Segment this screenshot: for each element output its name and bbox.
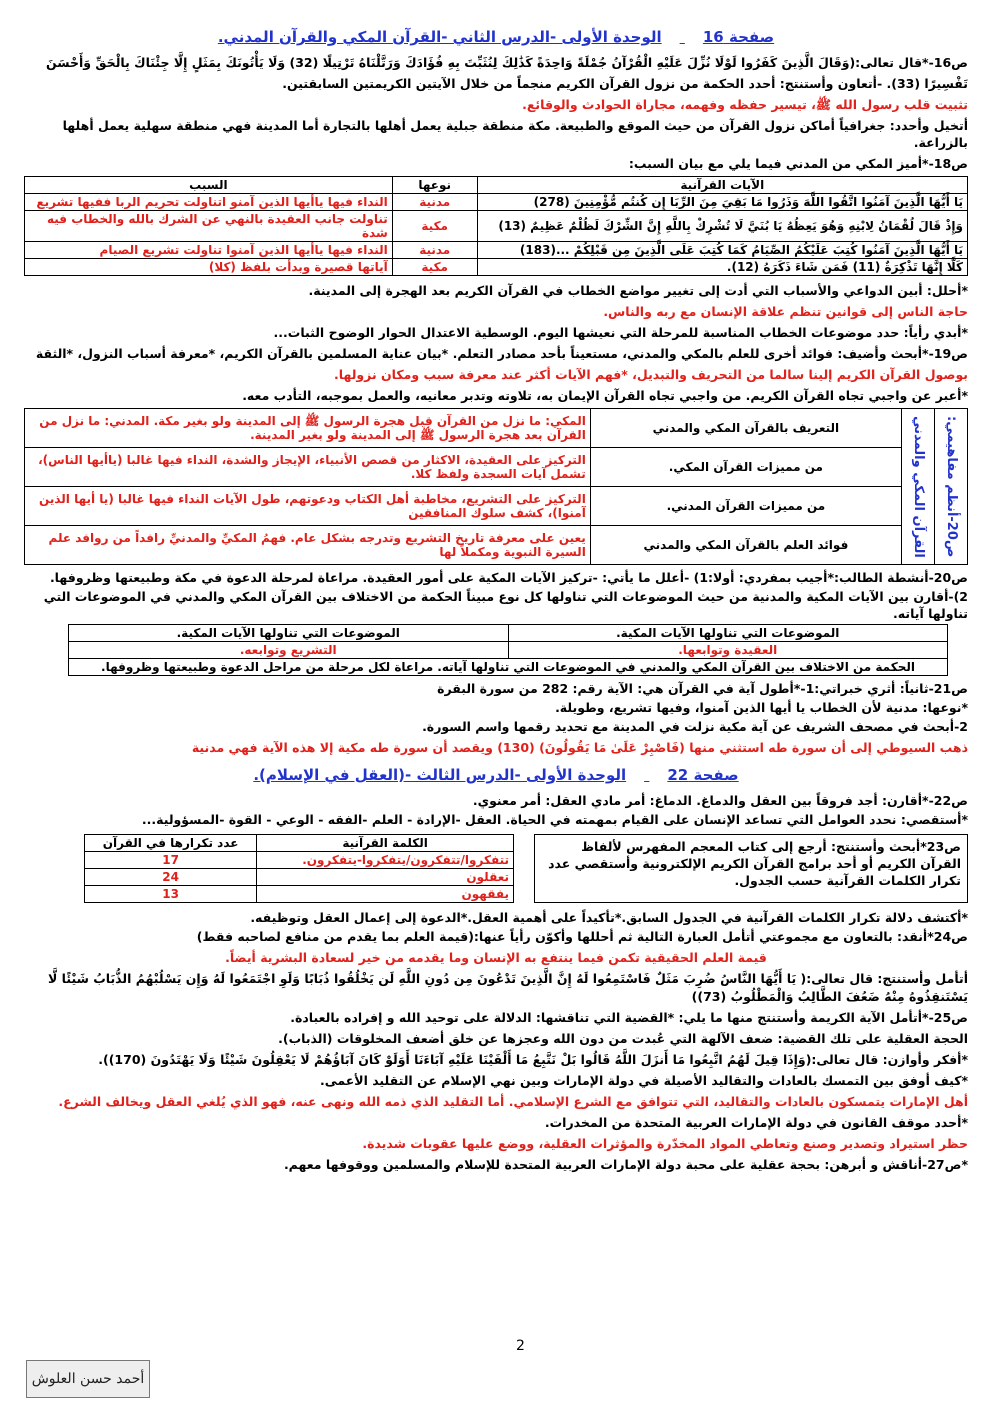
table-row [25,242,968,259]
text-line: *أفكر وأوازن: قال تعالى:(وَإِذَا قِيلَ لَهُمُ اتَّبِعُوا مَا أَنزَلَ اللَّهُ قَالُوا بَلْ نَتَّبِعُ مَا أَلْفَيْنَا عَلَيْهِ آبَاءَنَا أَوَلَوْ كَانَ آبَاؤُهُمْ لَا يَعْقِلُونَ شَيْئًا وَلَا يَهْتَدُونَ (170)). [98,1052,968,1067]
word-count-section [24,834,968,903]
table-row [25,448,968,487]
text-line: ص24*أنقد: بالتعاون مع مجموعتي أتأمل العبارة التالية ثم أحللها وأكوّن رأياً عنها:(قيمة العلم بما يقدم من منافع لصاحبه فقط) [196,929,968,944]
concept-cell: من مميزات القرآن المكي. [590,448,901,487]
table-row [85,852,514,869]
reason-cell: آياتها قصيرة وبدأت بلفظ (كلا) [25,259,393,276]
col-header: الموضوعات التي تناولها الآيات المكية. [508,625,948,642]
unit-header-1 [24,28,968,46]
table-row [85,869,514,886]
text-line: ص20-أنشطة الطالب:*أجيب بمفردي: أولا:1) -أعلل ما يأتي: -تركيز الآيات المكية على أمور العقيدة. مراعاة لمرحلة الدعوة في مكة وطبيعتها وظروفها. [49,570,968,585]
col-header: الكلمة القرآنية [257,835,514,852]
text-line: يَسْتَنقِذُوهُ مِنْهُ ضَعُفَ الطَّالِبُ وَالْمَطْلُوبُ (73)) [691,989,968,1004]
text-line: أتأمل وأستنتج: قال تعالى:( يَا أَيُّهَا النَّاسُ ضُرِبَ مَثَلٌ فَاسْتَمِعُوا لَهُ إِنَّ الَّذِينَ تَدْعُونَ مِن دُونِ اللَّهِ لَن يَخْلُقُوا ذُبَابًا وَلَوِ اجْتَمَعُوا لَهُ وَإِن يَسْلُبْهُمُ الذُّبَابُ شَيْئًا لَّا [48,971,968,986]
reason-cell: تناولت جانب العقيدة بالنهي عن الشرك بالله والخطاب فيه شدة [25,211,393,242]
answer-line: بوصول القرآن الكريم إلينا سالما من التحريف والتبديل، *فهم الآيات أكثر عند معرفة سبب ومكان نزولها. [334,367,968,382]
count-cell: 24 [85,869,257,886]
word-count-table [84,834,514,903]
type-cell: مكية [392,211,477,242]
text-line: ص18-*أميز المكي من المدني فيما يلي مع بيان السبب: [628,156,968,171]
table-row [25,409,968,448]
text-line: 2-أبحث في مصحف الشريف عن آية مكية نزلت في المدينة مع تحديد رقمها واسم السورة. [422,719,968,734]
table-row [69,642,948,659]
table-row [69,659,948,676]
table-row [25,487,968,526]
answer-line: حظر استيراد وتصدير وصنع وتعاطي المواد المخدّرة والمؤثرات العقلية، ووضع عليها عقوبات شديدة. [362,1136,968,1151]
header-title: الوحدة الأولى -الدرس الثالث -(العقل في الإسلام). [253,766,627,784]
verse-cell: وَإِذْ قَالَ لُقْمَانُ لِابْنِهِ وَهُوَ يَعِظُهُ يَا بُنَيَّ لَا تُشْرِكْ بِاللَّهِ إِنَّ الشِّرْكَ لَظُلْمٌ عَظِيمٌ (13) [477,211,967,242]
text-line: *أبدي رأياً: حدد موضوعات الخطاب المناسبة للمرحلة التي نعيشها اليوم. الوسطية الاعتدال الحوار الوضوح الثبات... [273,325,968,340]
text-line: *أحلل: أبين الدواعي والأسباب التي أدت إلى تغيير مواضع الخطاب في القرآن الكريم بعد الهجرة إلى المدينة. [308,283,968,298]
text-line: *أعبر عن واجبي تجاه القرآن الكريم. من واجبي تجاه القرآن الإيمان به، تلاوته وتدبر معانيه، والعمل بموجبه، التأدب معه. [242,388,968,403]
answer-line: ذهب السيوطي إلى أن سورة طه استثني منها (فَاصْبِرْ عَلَىٰ مَا يَقُولُونَ) (130) ويقصد أن سورة طه مكية إلا هذه الآية فهي مدنية [191,740,968,755]
organizer-title: ص20-أنظم مفاهيمي: [935,409,968,565]
table-row [25,526,968,565]
concept-cell: فوائد العلم بالقرآن المكي والمدني [590,526,901,565]
header-page-ref: صفحة 16 [702,28,775,46]
type-cell: مكية [392,259,477,276]
header-title: الوحدة الأولى -الدرس الثاني -القرآن المكي والقرآن المدني. [217,28,662,46]
meccan-medinan-table [24,176,968,276]
col-header: نوعها [392,177,477,194]
text-line: *أستقصي: نحدد العوامل التي تساعد الإنسان على القيام بمهمته في الحياة. العقل -الإرادة - العلم -الفقه - الوعي - القوة -المسؤولية... [141,812,968,827]
topics-comparison-table [68,624,948,676]
text-line: ص19-*أبحث وأضيف: فوائد أخرى للعلم بالمكي والمدني، مستعيناً بأحد مصادر التعلم. *بيان عناية المسلمين بالقرآن الكريم، *معرفة أسباب النزول، *الثقة [35,346,968,361]
verse-cell: كَلَّا إِنَّهَا تَذْكِرَةٌ (11) فَمَن شَاءَ ذَكَرَهُ (12). [477,259,967,276]
word-cell: تعقلون [257,869,514,886]
verse-cell: يَا أَيُّهَا الَّذِينَ آمَنُوا كُتِبَ عَلَيْكُمُ الصِّيَامُ كَمَا كُتِبَ عَلَى الَّذِينَ مِن قَبْلِكُمْ ...(183) [477,242,967,259]
answer-line: حاجة الناس إلى قوانين تنظم علاقة الإنسان مع ربه والناس. [603,304,968,319]
text-line: 2)-أقارن بين الآيات المكية والمدنية من حيث الموضوعات التي تناولها كل نوع مبيناً الحكمة من الاختلاف بين القرآن المكي والمدني في الموضوعات التي تناولها آياته. [43,589,968,621]
text-line: *كيف أوفق بين التمسك بالعادات والتقاليد الأصيلة في دولة الإمارات وبين نهي الإسلام عن التقليد الأعمى. [319,1073,968,1088]
count-cell: 17 [85,852,257,869]
answer-cell: يعين على معرفة تاريخ التشريع وتدرجه بشكل عام. فهمُ المكيِّ والمدنيِّ رافداً من روافد علم السيرة النبوية ومكملاً لها [25,526,591,565]
text-line: *أكتشف دلالة تكرار الكلمات القرآنية في الجدول السابق.*تأكيداً على أهمية العقل.*الدعوة إلى إعمال العقل وتوظيفه. [250,910,968,925]
text-line: *أحدد موقف القانون في دولة الإمارات العربية المتحدة من المخدرات. [544,1115,968,1130]
answer-cell: العقيدة وتوابعها. [508,642,948,659]
wisdom-cell: الحكمة من الاختلاف بين القرآن المكي والمدني في الموضوعات التي تناولها آياته. مراعاة لكل مرحلة من مراحل الدعوة وطبيعتها وظروفها. [69,659,948,676]
col-header: السبب [25,177,393,194]
organizer-subtitle: القرآن المكي والمدني [902,409,935,565]
reason-cell: النداء فيها ياأيها الذين آمنو اتناولت تحريم الربا ففيها تشريع [25,194,393,211]
text-line: ص25-*أتأمل الآية الكريمة وأستنتج منها ما يلي: *القضية التي تناقشها: الدلالة على توحيد الله و إفراده بالعبادة. [290,1010,968,1025]
type-cell: مدنية [392,242,477,259]
worksheet-page [24,24,968,1177]
header-page-ref: صفحة 22 [667,766,739,784]
text-line: ص16-*قال تعالى:(وَقَالَ الَّذِينَ كَفَرُوا لَوْلَا نُزِّلَ عَلَيْهِ الْقُرْآنُ جُمْلَةً وَاحِدَةً كَذَٰلِكَ لِنُثَبِّتَ بِهِ فُؤَادَكَ وَرَتَّلْنَاهُ تَرْتِيلًا (32) وَلَا يَأْتُونَكَ بِمَثَلٍ إِلَّا جِئْنَاكَ بِالْحَقِّ وَأَحْسَنَ [46,55,968,70]
word-cell: تتفكروا/تتفكرون/يتفكروا-يتفكرون. [257,852,514,869]
text-line: *نوعها: مدنية لأن الخطاب يا أيها الذين آمنوا، وفيها تشريع، وطويلة. [555,700,968,715]
table-row [25,194,968,211]
answer-line: تثبيت قلب رسول الله ﷺ، تيسير حفظه وفهمه، مجاراة الحوادث والوقائع. [522,97,968,112]
text-line: ص22-*أقارن: أجد فروقاً بين العقل والدماغ. الدماغ: أمر مادي العقل: أمر معنوي. [472,793,968,808]
reason-cell: النداء فيها ياأيها الذين آمنوا تناولت تشريع الصيام [25,242,393,259]
answer-cell: التركيز على التشريع، مخاطبة أهل الكتاب ودعوتهم، طول الآيات النداء فيها غالبا (يا أيها الذين آمنوا)، كشف سلوك المنافقين [25,487,591,526]
answer-cell: التشريع وتوابعه. [69,642,509,659]
count-cell: 13 [85,886,257,903]
verse-cell: يَا أَيُّهَا الَّذِينَ آمَنُوا اتَّقُوا اللَّهَ وَذَرُوا مَا بَقِيَ مِنَ الرِّبَا إِن كُنتُم مُّؤْمِنِينَ (278) [477,194,967,211]
col-header: الآيات القرآنية [477,177,967,194]
unit-header-2 [24,766,968,784]
col-header: الموضوعات التي تناولها الآيات المكية. [69,625,509,642]
text-line: *ص27-أناقش و أبرهن: بحجة عقلية على محبة دولة الإمارات العربية المتحدة للإسلام والمسلمين ووقوفها معهم. [283,1157,968,1172]
table-row [25,211,968,242]
answer-cell: التركيز على العقيدة، الاكثار من قصص الأنبياء، الإيجاز والشدة، النداء فيها غالبا (ياأيها الناس)، تشمل آيات السجدة ولفظ كلا. [25,448,591,487]
answer-line: قيمة العلم الحقيقية تكمن فيما ينتفع به الإنسان وما يقدمه من خير لسعادة البشرية أيضاً. [225,950,767,965]
answer-cell: المكي: ما نزل من القرآن قبل هجرة الرسول ﷺ إلى المدينة ولو بغير مكة. المدني: ما نزل من القرآن بعد هجرة الرسول ﷺ إلى المدينة ولو بغير المدينة. [25,409,591,448]
word-count-instruction: ص23*أبحث وأستنتج: أرجع إلى كتاب المعجم المفهرس لألفاظ القرآن الكريم أو أحد برامج القرآن الكريم الإلكترونية وأستقصي عدد تكرار الكلمات القرآنية حسب الجدول. [534,834,968,903]
concept-cell: من مميزات القرآن المدني. [590,487,901,526]
answer-line: أهل الإمارات يتمسكون بالعادات والتقاليد، التي تتوافق مع الشرع الإسلامي. أما التقليد الذي ذمه الله ونهى عنه، فهو الذي يُلغي العقل ويخالف الشرع. [58,1094,968,1109]
col-header: عدد تكرارها في القرآن [85,835,257,852]
text-line: ص21-ثانياً: أثري خبراتي:1-*أطول آية في القرآن هي: الآية رقم: 282 من سورة البقرة [437,681,968,696]
author-signature: أحمد حسن العلوش [26,1360,150,1398]
table-row [25,259,968,276]
concept-cell: التعريف بالقرآن المكي والمدني [590,409,901,448]
text-line: أتخيل وأحدد: جغرافياً أماكن نزول القرآن من حيث الموقع والطبيعة. مكة منطقة جبلية يعمل أهلها بالتجارة أما المدينة فهي منطقة سهلية يعمل أهلها بالزراعة. [62,118,968,150]
word-cell: يفقهون [257,886,514,903]
text-line: الحجة العقلية على تلك القضية: ضعف الآلهة التي عُبدت من دون الله وعجزها عن خلق أضعف المخلوقات (الذباب). [278,1031,968,1046]
concept-organizer-table [24,408,968,565]
text-line: تَفْسِيرًا (33). -أتعاون وأستنتج: أحدد الحكمة من نزول القرآن الكريم منجماً من خلال الآيتين الكريمتين السابقتين. [282,76,968,91]
type-cell: مدنية [392,194,477,211]
page-number: 2 [516,1338,525,1354]
table-row [85,886,514,903]
